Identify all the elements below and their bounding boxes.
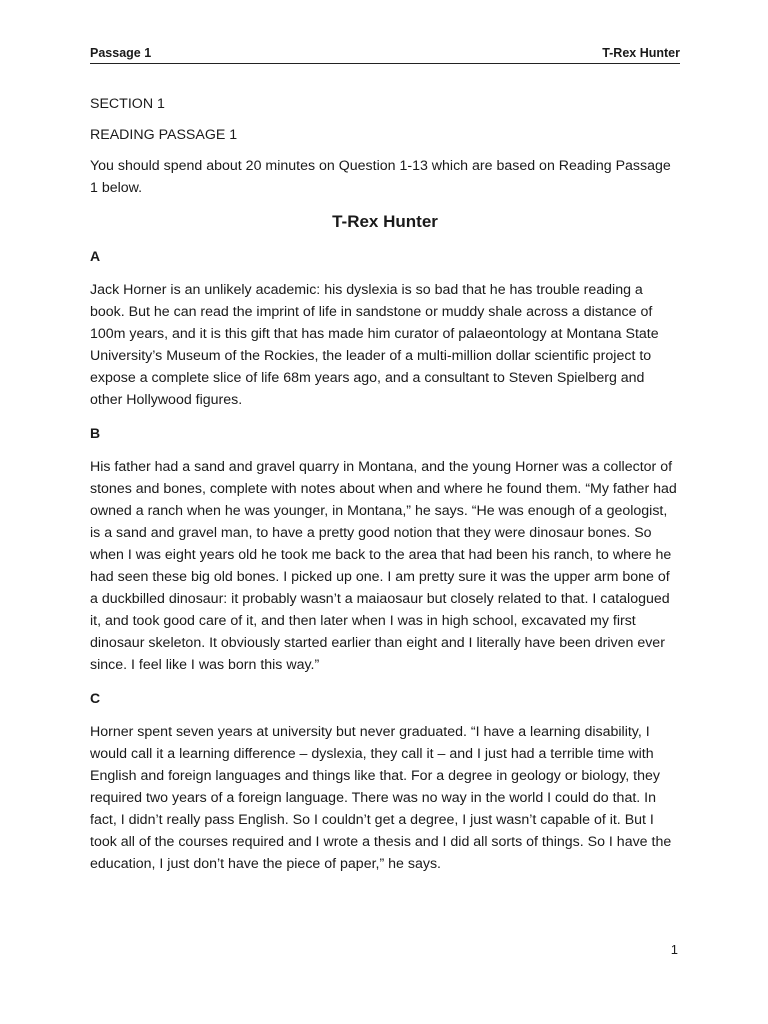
paragraph-letter: C xyxy=(90,690,101,706)
header-right: T-Rex Hunter xyxy=(602,46,680,60)
paragraph-letter: B xyxy=(90,425,101,441)
paragraph-c xyxy=(90,687,680,875)
paragraph-b xyxy=(90,422,680,676)
header-left: Passage 1 xyxy=(90,46,152,60)
paragraph-a xyxy=(90,245,680,411)
section-label: SECTION 1 xyxy=(90,96,165,112)
passage-label: READING PASSAGE 1 xyxy=(90,127,238,143)
page-number: 1 xyxy=(670,942,678,957)
document-page xyxy=(90,46,680,875)
passage-title: T-Rex Hunter xyxy=(332,212,438,231)
instructions: You should spend about 20 minutes on Question 1-13 which are based on Reading Passage 1 below. xyxy=(90,158,671,196)
paragraph-letter: A xyxy=(90,248,101,264)
paragraph-text: Jack Horner is an unlikely academic: his dyslexia is so bad that he has trouble reading a book. But he can read the imprint of life in sandstone or muddy shale across a distance of 100m years, and it is this gift that has made him curator of palaeontology at Montana State University’s Museum of the Rockies, the leader of a multi-million dollar scientific project to expose a complete slice of life 68m years ago, and a consultant to Steven Spielberg and other Hollywood figures. xyxy=(90,282,659,408)
running-header xyxy=(90,46,680,64)
paragraph-text: Horner spent seven years at university but never graduated. “I have a learning disability, I would call it a learning difference – dyslexia, they call it – and I just had a terrible time with English and foreign languages and things like that. For a degree in geology or biology, they required two years of a foreign language. There was no way in the world I could do that. In fact, I didn’t really pass English. So I couldn’t get a degree, I just wasn’t capable of it. But I took all of the courses required and I wrote a thesis and I did all sorts of things. So I have the education, I just don’t have the piece of paper,” he says. xyxy=(90,724,672,872)
paragraph-text: His father had a sand and gravel quarry in Montana, and the young Horner was a collector of stones and bones, complete with notes about when and where he found them. “My father had owned a ranch when he was younger, in Montana,” he says. “He was enough of a geologist, is a sand and gravel man, to have a pretty good notion that they were dinosaur bones. So when I was eight years old he took me back to the area that had been his ranch, to where he had seen these big old bones. I picked up one. I am pretty sure it was the upper arm bone of a duckbilled dinosaur: it probably wasn’t a maiaosaur but closely related to that. I catalogued it, and took good care of it, and then later when I was in high school, excavated my first dinosaur skeleton. It obviously started earlier than eight and I literally have been driven ever since. I feel like I was born this way.” xyxy=(90,459,677,673)
